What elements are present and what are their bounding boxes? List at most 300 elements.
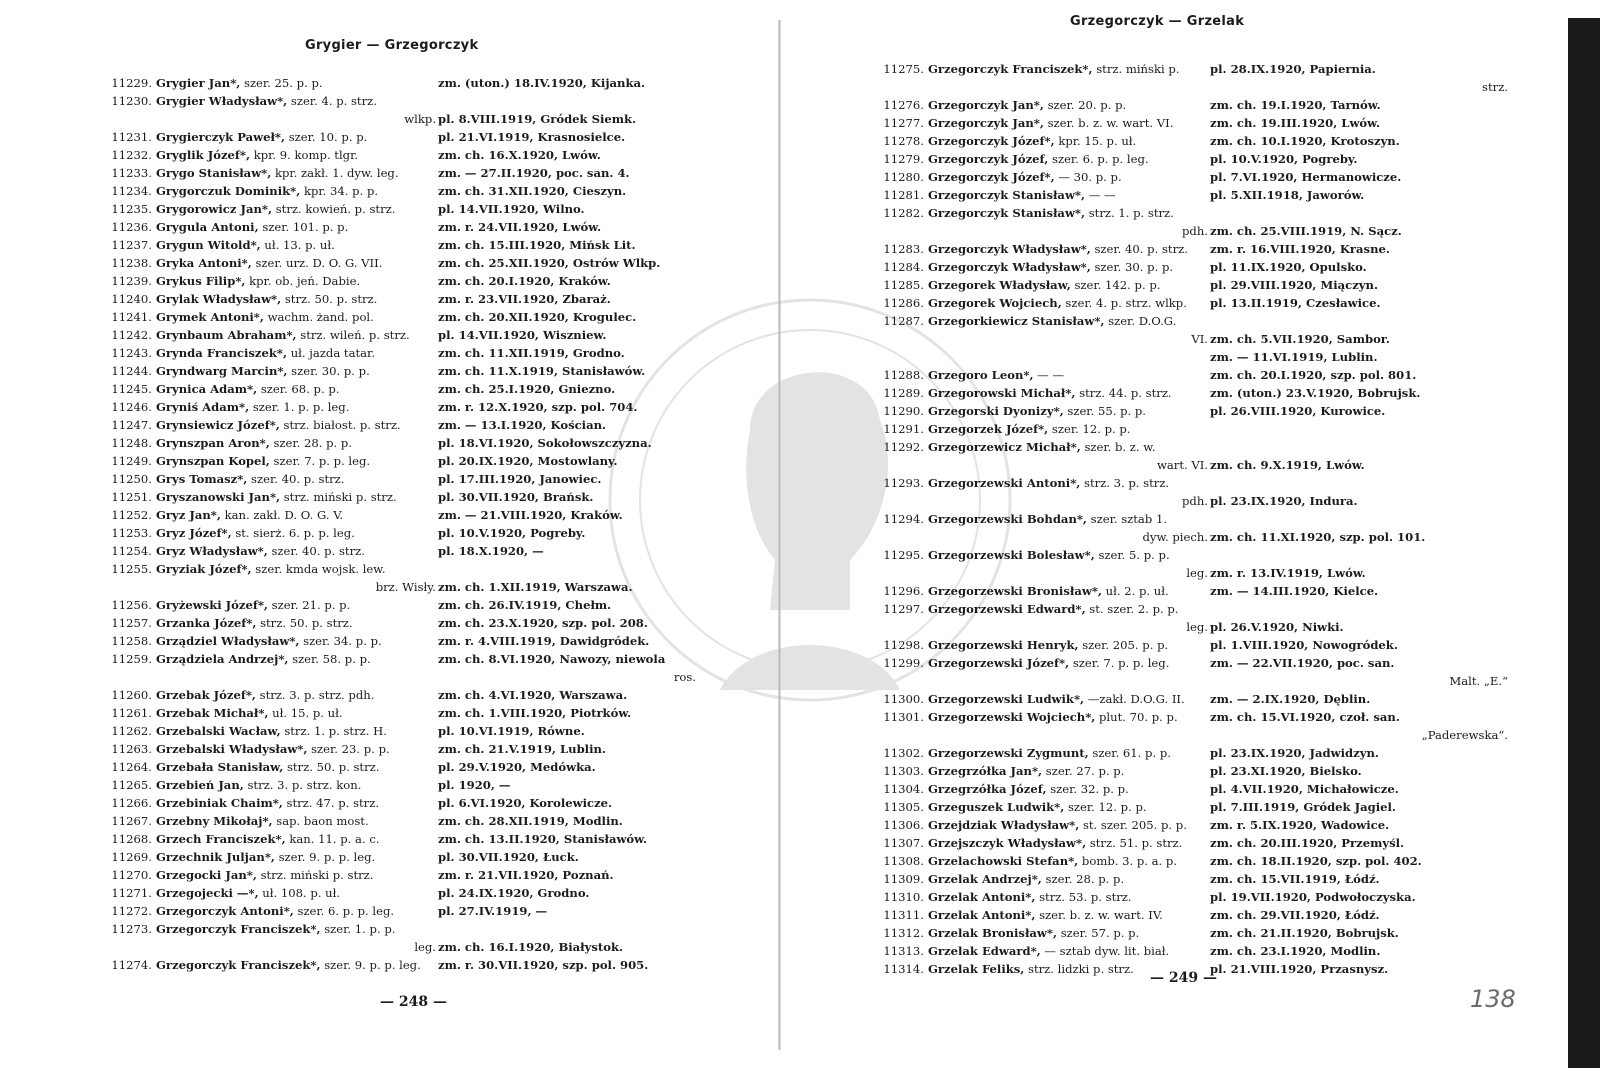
list-item	[868, 168, 1548, 186]
entry-name: Grzegorczyk Franciszek*, szer. 9. p. p. leg.	[156, 958, 421, 972]
list-item-continuation	[868, 78, 1548, 96]
entry-number: 11267.	[111, 814, 152, 828]
entry-number: 11265.	[111, 778, 152, 792]
entry-name: Grygier Władysław*, szer. 4. p. strz.	[156, 94, 377, 108]
entry-name: Grzegorzewski Wojciech*, plut. 70. p. p.	[928, 710, 1178, 724]
entry-name: Grzegrzółka Józef, szer. 32. p. p.	[928, 782, 1129, 796]
entry-fate: zm. ch. 4.VI.1920, Warszawa.	[438, 688, 628, 702]
list-item-continuation	[96, 110, 736, 128]
entry-fate: pl. 28.IX.1920, Papiernia.	[1210, 62, 1376, 76]
entry-name: Grzegojecki —*, uł. 108. p. uł.	[156, 886, 341, 900]
list-item	[96, 614, 736, 632]
entry-fate: pl. 26.V.1920, Niwki.	[1210, 620, 1344, 634]
entry-unit-continuation: leg.	[414, 940, 436, 954]
list-item-continuation	[868, 618, 1548, 636]
entry-list	[868, 60, 1548, 978]
page-gutter	[770, 0, 790, 1068]
list-item	[868, 114, 1548, 132]
entry-number: 11262.	[111, 724, 152, 738]
entry-number: 11284.	[883, 260, 924, 274]
entry-name: Grygo Stanisław*, kpr. zakł. 1. dyw. leg.	[156, 166, 399, 180]
entry-name: Grzegorczyk Stanisław*, — —	[928, 188, 1116, 202]
entry-number: 11270.	[111, 868, 152, 882]
list-item	[96, 776, 736, 794]
left-page	[0, 0, 770, 1068]
entry-number: 11275.	[883, 62, 924, 76]
entry-number: 11305.	[883, 800, 924, 814]
entry-fate: zm. r. 23.VII.1920, Zbaraż.	[438, 292, 611, 306]
list-item-continuation	[96, 578, 736, 596]
entry-number: 11273.	[111, 922, 152, 936]
entry-name: Grzelak Feliks, strz. lidzki p. strz.	[928, 962, 1134, 976]
entry-name: Grzegorczyk Jan*, szer. 20. p. p.	[928, 98, 1127, 112]
list-item-continuation	[868, 528, 1548, 546]
entry-name: Grzegorzek Józef*, szer. 12. p. p.	[928, 422, 1131, 436]
list-item	[96, 398, 736, 416]
entry-number: 11253.	[111, 526, 152, 540]
list-item	[868, 546, 1548, 564]
list-item	[868, 294, 1548, 312]
entry-fate: pl. 1.VIII.1920, Nowogródek.	[1210, 638, 1398, 652]
entry-fate: zm. r. 30.VII.1920, szp. pol. 905.	[438, 958, 649, 972]
entry-unit-continuation: brz. Wisły.	[375, 580, 436, 594]
entry-fate: pl. 7.III.1919, Gródek Jagiel.	[1210, 800, 1396, 814]
entry-fate: zm. ch. 13.II.1920, Stanisławów.	[438, 832, 648, 846]
entry-number: 11280.	[883, 170, 924, 184]
entry-fate: pl. 21.VIII.1920, Przasnysz.	[1210, 962, 1389, 976]
entry-number: 11242.	[111, 328, 152, 342]
entry-number: 11277.	[883, 116, 924, 130]
entry-fate: zm. ch. 20.III.1920, Przemyśl.	[1210, 836, 1405, 850]
entry-fate: pl. 18.X.1920, —	[438, 544, 544, 558]
entry-fate: zm. — 22.VII.1920, poc. san.	[1210, 656, 1395, 670]
list-item	[868, 420, 1548, 438]
entry-fate: zm. — 13.I.1920, Kościan.	[438, 418, 607, 432]
entry-fate: pl. 10.V.1920, Pogreby.	[1210, 152, 1358, 166]
list-item	[868, 798, 1548, 816]
entry-name: Grzegrzółka Jan*, szer. 27. p. p.	[928, 764, 1125, 778]
entry-fate: zm. ch. 29.VII.1920, Łódź.	[1210, 908, 1380, 922]
list-item	[868, 780, 1548, 798]
entry-number: 11299.	[883, 656, 924, 670]
entry-name: Grządziela Andrzej*, szer. 58. p. p.	[156, 652, 371, 666]
entry-fate: zm. ch. 10.I.1920, Krotoszyn.	[1210, 134, 1400, 148]
list-item	[96, 308, 736, 326]
entry-number: 11231.	[111, 130, 152, 144]
list-item	[96, 272, 736, 290]
entry-number: 11236.	[111, 220, 152, 234]
entry-name: Grzegorczyk Józef*, kpr. 15. p. uł.	[928, 134, 1137, 148]
list-item	[868, 96, 1548, 114]
list-item	[868, 816, 1548, 834]
entry-number: 11246.	[111, 400, 152, 414]
entry-fate: zm. r. 16.VIII.1920, Krasne.	[1210, 242, 1390, 256]
entry-list	[96, 74, 736, 974]
list-item	[96, 200, 736, 218]
entry-fate: zm. (uton.) 23.V.1920, Bobrujsk.	[1210, 386, 1421, 400]
list-item	[96, 542, 736, 560]
list-item	[96, 650, 736, 668]
entry-fate: pl. 18.VI.1920, Sokołowszczyzna.	[438, 436, 652, 450]
list-item	[868, 906, 1548, 924]
list-item	[96, 920, 736, 938]
list-item	[868, 474, 1548, 492]
entry-number: 11261.	[111, 706, 152, 720]
list-item	[96, 74, 736, 92]
entry-fate: pl. 24.IX.1920, Grodno.	[438, 886, 590, 900]
entry-name: Grzegorzewski Bronisław*, uł. 2. p. uł.	[928, 584, 1169, 598]
entry-fate: zm. ch. 16.X.1920, Lwów.	[438, 148, 601, 162]
entry-number: 11239.	[111, 274, 152, 288]
entry-name: Grzegorczyk Franciszek*, szer. 1. p. p.	[156, 922, 396, 936]
entry-name: Gryz Władysław*, szer. 40. p. strz.	[156, 544, 365, 558]
list-item	[96, 416, 736, 434]
entry-fate: pl. 7.VI.1920, Hermanowicze.	[1210, 170, 1402, 184]
entry-name: Grządziel Władysław*, szer. 34. p. p.	[156, 634, 382, 648]
entry-name: Gryka Antoni*, szer. urz. D. O. G. VII.	[156, 256, 383, 270]
entry-fate: zm. r. 4.VIII.1919, Dawidgródek.	[438, 634, 650, 648]
entry-name: Grzegorzewski Ludwik*, —zakł. D.O.G. II.	[928, 692, 1185, 706]
entry-number: 11279.	[883, 152, 924, 166]
entry-fate: pl. 30.VII.1920, Łuck.	[438, 850, 579, 864]
entry-number: 11266.	[111, 796, 152, 810]
entry-fate: zm. ch. 15.III.1920, Mińsk Lit.	[438, 238, 636, 252]
list-item-continuation	[868, 492, 1548, 510]
entry-fate: zm. ch. 25.I.1920, Gniezno.	[438, 382, 616, 396]
scan-border	[1568, 18, 1600, 1068]
entry-name: Grzegorczyk Franciszek*, strz. miński p.	[928, 62, 1180, 76]
entry-number: 11295.	[883, 548, 924, 562]
entry-number: 11296.	[883, 584, 924, 598]
list-item	[96, 254, 736, 272]
entry-fate: pl. 10.V.1920, Pogreby.	[438, 526, 586, 540]
entry-fate: pl. 30.VII.1920, Brańsk.	[438, 490, 594, 504]
list-item	[96, 704, 736, 722]
list-item	[868, 510, 1548, 528]
entry-number: 11300.	[883, 692, 924, 706]
entry-number: 11297.	[883, 602, 924, 616]
entry-number: 11278.	[883, 134, 924, 148]
list-item	[96, 524, 736, 542]
entry-name: Grzegorzewski Edward*, st. szer. 2. p. p.	[928, 602, 1179, 616]
entry-name: Grzegorzewicz Michał*, szer. b. z. w.	[928, 440, 1156, 454]
list-item-continuation	[868, 456, 1548, 474]
entry-name: Grzegorek Wojciech, szer. 4. p. strz. wlkp.	[928, 296, 1187, 310]
entry-fate: zm. ch. 31.XII.1920, Cieszyn.	[438, 184, 627, 198]
entry-number: 11268.	[111, 832, 152, 846]
list-item	[96, 632, 736, 650]
entry-fate: pl. 14.VII.1920, Wilno.	[438, 202, 585, 216]
entry-unit-continuation: pdh.	[1182, 224, 1208, 238]
entry-fate: zm. — 2.IX.1920, Dęblin.	[1210, 692, 1371, 706]
list-item	[868, 348, 1548, 366]
entry-name: Grynszpan Aron*, szer. 28. p. p.	[156, 436, 353, 450]
entry-number: 11256.	[111, 598, 152, 612]
list-item	[96, 344, 736, 362]
list-item	[96, 236, 736, 254]
entry-name: Grzegorzewski Bohdan*, szer. sztab 1.	[928, 512, 1168, 526]
entry-fate: zm. ch. 23.I.1920, Modlin.	[1210, 944, 1381, 958]
entry-fate: zm. r. 12.X.1920, szp. pol. 704.	[438, 400, 638, 414]
list-item	[868, 150, 1548, 168]
entry-number: 11285.	[883, 278, 924, 292]
entry-name: Gryz Józef*, st. sierż. 6. p. p. leg.	[156, 526, 355, 540]
entry-fate: zm. ch. 15.VII.1919, Łódź.	[1210, 872, 1380, 886]
entry-name: Grygula Antoni, szer. 101. p. p.	[156, 220, 349, 234]
list-item	[96, 866, 736, 884]
entry-number: 11248.	[111, 436, 152, 450]
entry-fate: zm. ch. 15.VI.1920, czoł. san.	[1210, 710, 1400, 724]
entry-number: 11263.	[111, 742, 152, 756]
entry-name: Grynbaum Abraham*, strz. wileń. p. strz.	[156, 328, 410, 342]
entry-number: 11307.	[883, 836, 924, 850]
entry-name: Grykus Filip*, kpr. ob. jeń. Dabie.	[156, 274, 361, 288]
entry-name: Grzegorzewski Antoni*, strz. 3. p. strz.	[928, 476, 1170, 490]
entry-name: Grzelachowski Stefan*, bomb. 3. p. a. p.	[928, 854, 1178, 868]
page-number: — 249 —	[1150, 970, 1217, 986]
list-item	[868, 888, 1548, 906]
entry-name: Grzegorczyk Józef, szer. 6. p. p. leg.	[928, 152, 1149, 166]
list-item	[868, 600, 1548, 618]
page-header: Grygier — Grzegorczyk	[305, 38, 479, 53]
entry-number: 11258.	[111, 634, 152, 648]
entry-name: Grygierczyk Paweł*, szer. 10. p. p.	[156, 130, 368, 144]
entry-fate: zm. ch. 1.XII.1919, Warszawa.	[438, 580, 633, 594]
entry-name: Grzebała Stanisław, strz. 50. p. strz.	[156, 760, 380, 774]
list-item-continuation	[868, 330, 1548, 348]
entry-name: Gryglik Józef*, kpr. 9. komp. tlgr.	[156, 148, 359, 162]
entry-fate-continuation: Malt. „E.“	[1449, 674, 1508, 688]
entry-number: 11274.	[111, 958, 152, 972]
entry-unit-continuation: wart. VI.	[1156, 458, 1208, 472]
entry-name: Grzeguszek Ludwik*, szer. 12. p. p.	[928, 800, 1147, 814]
list-item-continuation	[868, 564, 1548, 582]
list-item	[96, 182, 736, 200]
list-item-continuation	[96, 938, 736, 956]
list-item	[868, 744, 1548, 762]
entry-number: 11234.	[111, 184, 152, 198]
list-item	[868, 942, 1548, 960]
list-item	[96, 290, 736, 308]
entry-name: Grynica Adam*, szer. 68. p. p.	[156, 382, 340, 396]
entry-fate: zm. ch. 16.I.1920, Białystok.	[438, 940, 624, 954]
entry-number: 11309.	[883, 872, 924, 886]
entry-fate: pl. 21.VI.1919, Krasnosielce.	[438, 130, 626, 144]
entry-fate: zm. ch. 26.IV.1919, Chełm.	[438, 598, 612, 612]
entry-fate: pl. 20.IX.1920, Mostowlany.	[438, 454, 618, 468]
entry-name: Grzegorczyk Władysław*, szer. 40. p. strz.	[928, 242, 1188, 256]
entry-unit-continuation: pdh.	[1182, 494, 1208, 508]
list-item	[96, 794, 736, 812]
entry-fate: pl. 11.IX.1920, Opulsko.	[1210, 260, 1367, 274]
entry-number: 11251.	[111, 490, 152, 504]
entry-name: Grys Tomasz*, szer. 40. p. strz.	[156, 472, 345, 486]
entry-name: Grzegorzewski Józef*, szer. 7. p. p. leg.	[928, 656, 1170, 670]
entry-unit-continuation: leg.	[1186, 620, 1208, 634]
entry-fate: pl. 13.II.1919, Czesławice.	[1210, 296, 1381, 310]
entry-name: Grzebak Michał*, uł. 15. p. uł.	[156, 706, 343, 720]
list-item	[868, 384, 1548, 402]
entry-number: 11291.	[883, 422, 924, 436]
entry-fate: pl. 5.XII.1918, Jaworów.	[1210, 188, 1365, 202]
list-item	[96, 848, 736, 866]
entry-number: 11281.	[883, 188, 924, 202]
list-item	[96, 128, 736, 146]
entry-fate: zm. ch. 19.III.1920, Lwów.	[1210, 116, 1381, 130]
entry-fate: pl. 23.IX.1920, Indura.	[1210, 494, 1358, 508]
entry-name: Grzejdziak Władysław*, st. szer. 205. p. p.	[928, 818, 1187, 832]
entry-name: Grzebak Józef*, strz. 3. p. strz. pdh.	[156, 688, 375, 702]
entry-number: 11264.	[111, 760, 152, 774]
list-item	[868, 240, 1548, 258]
list-item	[868, 132, 1548, 150]
entry-unit-continuation: leg.	[1186, 566, 1208, 580]
entry-name: Grzegorowski Michał*, strz. 44. p. strz.	[928, 386, 1172, 400]
entry-fate: zm. ch. 20.I.1920, Kraków.	[438, 274, 611, 288]
entry-fate: pl. 6.VI.1920, Korolewicze.	[438, 796, 613, 810]
list-item	[96, 326, 736, 344]
list-item	[96, 92, 736, 110]
entry-name: Gryniś Adam*, szer. 1. p. p. leg.	[156, 400, 350, 414]
entry-name: Grzegorczyk Władysław*, szer. 30. p. p.	[928, 260, 1174, 274]
entry-name: Grylak Władysław*, strz. 50. p. strz.	[156, 292, 378, 306]
entry-fate: zm. ch. 20.XII.1920, Krogulec.	[438, 310, 637, 324]
entry-fate: zm. (uton.) 18.IV.1920, Kijanka.	[438, 76, 646, 90]
entry-unit-continuation: dyw. piech.	[1142, 530, 1208, 544]
entry-number: 11283.	[883, 242, 924, 256]
entry-fate: zm. ch. 20.I.1920, szp. pol. 801.	[1210, 368, 1417, 382]
entry-name: Grzejszczyk Władysław*, strz. 51. p. strz.	[928, 836, 1183, 850]
entry-fate: zm. ch. 5.VII.1920, Sambor.	[1210, 332, 1390, 346]
entry-number: 11271.	[111, 886, 152, 900]
entry-number: 11308.	[883, 854, 924, 868]
entry-fate: pl. 23.XI.1920, Bielsko.	[1210, 764, 1362, 778]
entry-fate: pl. 29.V.1920, Medówka.	[438, 760, 596, 774]
list-item	[96, 740, 736, 758]
entry-name: Grzech Franciszek*, kan. 11. p. a. c.	[156, 832, 380, 846]
entry-name: Grzegorzewski Bolesław*, szer. 5. p. p.	[928, 548, 1170, 562]
list-item	[96, 488, 736, 506]
list-item	[868, 582, 1548, 600]
entry-number: 11292.	[883, 440, 924, 454]
entry-name: Grygun Witold*, uł. 13. p. uł.	[156, 238, 335, 252]
list-item	[96, 380, 736, 398]
list-item-continuation	[96, 668, 736, 686]
entry-name: Grynszpan Kopel, szer. 7. p. p. leg.	[156, 454, 371, 468]
entry-name: Grzebny Mikołaj*, sap. baon most.	[156, 814, 369, 828]
entry-name: Grzebień Jan, strz. 3. p. strz. kon.	[156, 778, 362, 792]
list-item	[868, 312, 1548, 330]
entry-number: 11243.	[111, 346, 152, 360]
entry-fate: pl. 4.VII.1920, Michałowicze.	[1210, 782, 1399, 796]
list-item	[868, 708, 1548, 726]
entry-number: 11312.	[883, 926, 924, 940]
entry-fate: zm. r. 5.IX.1920, Wadowice.	[1210, 818, 1390, 832]
entry-number: 11247.	[111, 418, 152, 432]
entry-name: Grzegorski Dyonizy*, szer. 55. p. p.	[928, 404, 1146, 418]
list-item	[868, 402, 1548, 420]
entry-number: 11276.	[883, 98, 924, 112]
entry-name: Grzegorczyk Jan*, szer. b. z. w. wart. VI.	[928, 116, 1174, 130]
list-item	[868, 870, 1548, 888]
entry-name: Grzanka Józef*, strz. 50. p. strz.	[156, 616, 353, 630]
handwritten-note: 138	[1470, 985, 1516, 1013]
entry-name: Gryszanowski Jan*, strz. miński p. strz.	[156, 490, 397, 504]
entry-number: 11255.	[111, 562, 152, 576]
entry-name: Grzelak Antoni*, szer. b. z. w. wart. IV.	[928, 908, 1163, 922]
entry-number: 11304.	[883, 782, 924, 796]
entry-fate: zm. ch. 28.XII.1919, Modlin.	[438, 814, 623, 828]
entry-fate: zm. — 11.VI.1919, Lublin.	[1210, 350, 1378, 364]
entry-name: Grzelak Bronisław*, szer. 57. p. p.	[928, 926, 1140, 940]
list-item	[96, 884, 736, 902]
entry-number: 11259.	[111, 652, 152, 666]
entry-name: Grzegocki Jan*, strz. miński p. strz.	[156, 868, 374, 882]
entry-name: Grzegorczyk Józef*, — 30. p. p.	[928, 170, 1122, 184]
entry-number: 11303.	[883, 764, 924, 778]
list-item	[96, 560, 736, 578]
entry-name: Grynda Franciszek*, uł. jazda tatar.	[156, 346, 376, 360]
entry-number: 11311.	[883, 908, 924, 922]
list-item-continuation	[868, 222, 1548, 240]
entry-name: Grzegorek Władysław, szer. 142. p. p.	[928, 278, 1161, 292]
list-item	[96, 758, 736, 776]
list-item	[868, 852, 1548, 870]
entry-number: 11257.	[111, 616, 152, 630]
list-item	[868, 762, 1548, 780]
list-item	[96, 902, 736, 920]
entry-name: Grzegorczyk Antoni*, szer. 6. p. p. leg.	[156, 904, 395, 918]
entry-name: Grzebalski Władysław*, szer. 23. p. p.	[156, 742, 390, 756]
list-item	[96, 596, 736, 614]
list-item	[96, 722, 736, 740]
entry-fate: zm. r. 24.VII.1920, Lwów.	[438, 220, 602, 234]
entry-number: 11250.	[111, 472, 152, 486]
page-header: Grzegorczyk — Grzelak	[1070, 14, 1245, 29]
entry-name: Grzegorkiewicz Stanisław*, szer. D.O.G.	[928, 314, 1177, 328]
entry-fate: pl. 19.VII.1920, Podwołoczyska.	[1210, 890, 1416, 904]
entry-name: Grzegorczyk Stanisław*, strz. 1. p. strz.	[928, 206, 1174, 220]
entry-name: Grzegorzewski Henryk, szer. 205. p. p.	[928, 638, 1169, 652]
entry-number: 11306.	[883, 818, 924, 832]
entry-number: 11282.	[883, 206, 924, 220]
entry-number: 11235.	[111, 202, 152, 216]
entry-fate: zm. ch. 21.V.1919, Lublin.	[438, 742, 606, 756]
list-item	[96, 164, 736, 182]
entry-name: Grzechnik Juljan*, szer. 9. p. p. leg.	[156, 850, 376, 864]
entry-number: 11245.	[111, 382, 152, 396]
entry-fate: pl. 26.VIII.1920, Kurowice.	[1210, 404, 1386, 418]
entry-fate: zm. ch. 9.X.1919, Lwów.	[1210, 458, 1365, 472]
entry-number: 11302.	[883, 746, 924, 760]
entry-name: Gryżewski Józef*, szer. 21. p. p.	[156, 598, 351, 612]
entry-number: 11244.	[111, 364, 152, 378]
entry-fate: pl. 10.VI.1919, Równe.	[438, 724, 585, 738]
list-item	[96, 812, 736, 830]
entry-number: 11298.	[883, 638, 924, 652]
entry-number: 11272.	[111, 904, 152, 918]
entry-name: Gryz Jan*, kan. zakł. D. O. G. V.	[156, 508, 344, 522]
entry-fate: pl. 1920, —	[438, 778, 511, 792]
entry-fate: zm. ch. 8.VI.1920, Nawozy, niewola	[438, 652, 666, 666]
entry-name: Grzelak Antoni*, strz. 53. p. strz.	[928, 890, 1132, 904]
entry-fate: zm. ch. 25.VIII.1919, N. Sącz.	[1210, 224, 1402, 238]
entry-fate: zm. ch. 23.X.1920, szp. pol. 208.	[438, 616, 648, 630]
list-item	[868, 60, 1548, 78]
list-item	[96, 830, 736, 848]
entry-name: Grygier Jan*, szer. 25. p. p.	[156, 76, 323, 90]
entry-fate: pl. 23.IX.1920, Jadwidzyn.	[1210, 746, 1379, 760]
